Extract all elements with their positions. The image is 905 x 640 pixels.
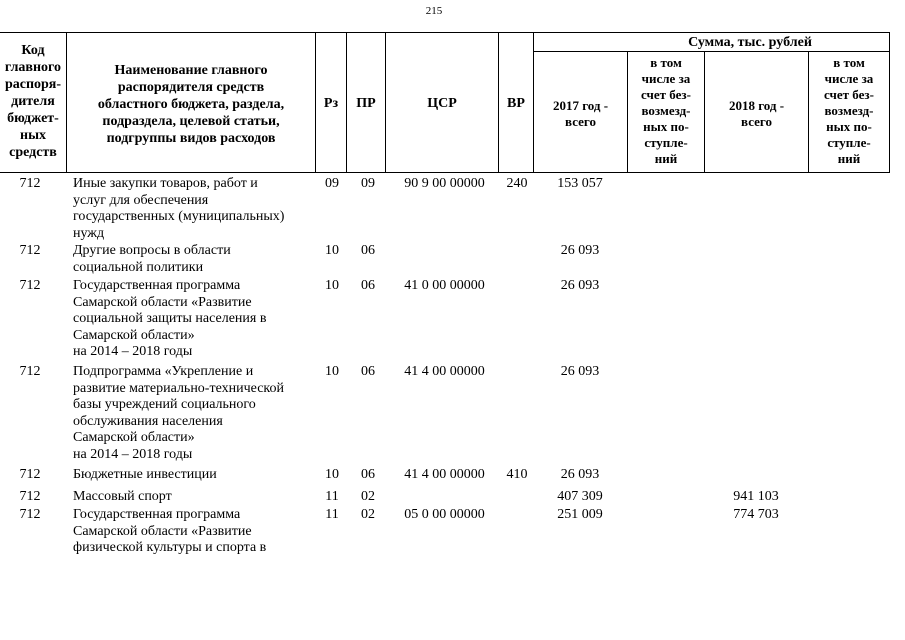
page-number: 215	[425, 5, 443, 17]
table-row-pr: 06	[361, 364, 375, 379]
header-name: Наименование главного распорядителя средств областного бюджета, раздела, подраздела, целевой статьи, подгруппы видов расходов	[97, 63, 285, 146]
table-row-pr: 06	[361, 243, 375, 258]
table-row-csr: 41 4 00 00000	[404, 364, 485, 379]
table-row-csr: 41 0 00 00000	[404, 278, 485, 293]
header-pr: ПР	[356, 96, 376, 111]
header-2018-incl: в том числе за счет без- возмезд- ных по- ступле- ний	[824, 55, 874, 166]
table-row-rz: 10	[325, 243, 339, 258]
table-row-csr: 41 4 00 00000	[404, 467, 485, 482]
header-rz: Рз	[323, 96, 339, 111]
table-row-kod: 712	[19, 364, 41, 379]
table-row-pr: 09	[361, 176, 375, 191]
table-row-sum-2017: 26 093	[560, 243, 600, 258]
table-row-sum-2017: 26 093	[560, 278, 600, 293]
col-divider	[66, 32, 67, 173]
table-row-pr: 06	[361, 278, 375, 293]
table-row-name: Иные закупки товаров, работ и услуг для обеспечения государственных (муниципальных) нужд	[73, 176, 285, 241]
col-divider	[889, 32, 890, 173]
table-row-sum-2017: 26 093	[560, 364, 600, 379]
table-row-rz: 11	[325, 507, 339, 522]
table-row-rz: 10	[325, 278, 339, 293]
table-row-rz: 10	[325, 364, 339, 379]
table-row-pr: 02	[361, 489, 375, 504]
table-row-vr: 240	[506, 176, 528, 191]
table-row-rz: 09	[325, 176, 339, 191]
table-row-name: Другие вопросы в области социальной политики	[73, 243, 231, 275]
table-row-pr: 02	[361, 507, 375, 522]
table-row-sum-2017: 407 309	[557, 489, 603, 504]
header-2018: 2018 год - всего	[728, 98, 785, 129]
table-row-sum-2017: 251 009	[557, 507, 603, 522]
table-row-csr: 90 9 00 00000	[404, 176, 485, 191]
header-vr: ВР	[507, 96, 525, 111]
header-top-line	[0, 32, 890, 33]
table-row-kod: 712	[19, 489, 41, 504]
table-row-kod: 712	[19, 467, 41, 482]
table-row-sum-2018: 774 703	[733, 507, 779, 522]
summa-divider-line	[534, 51, 890, 52]
table-row-sum-2018: 941 103	[733, 489, 779, 504]
table-row-name: Бюджетные инвестиции	[73, 467, 217, 482]
table-row-name: Государственная программа Самарской области «Развитие социальной защиты населения в Самарской области» на 2014 – 2018 годы	[73, 278, 267, 359]
table-row-rz: 10	[325, 467, 339, 482]
header-kod: Код главного распоря- дителя бюджет- ных средств	[4, 43, 62, 160]
table-row-csr: 05 0 00 00000	[404, 507, 485, 522]
table-row-kod: 712	[19, 507, 41, 522]
table-row-name: Государственная программа Самарской области «Развитие физической культуры и спорта в	[73, 507, 267, 555]
table-row-name: Массовый спорт	[73, 489, 172, 504]
header-csr: ЦСР	[427, 96, 457, 111]
table-row-kod: 712	[19, 176, 41, 191]
table-row-kod: 712	[19, 243, 41, 258]
table-row-sum-2017: 153 057	[557, 176, 603, 191]
header-2017-incl: в том числе за счет без- возмезд- ных по- ступле- ний	[641, 55, 691, 166]
header-summa: Сумма, тыс. рублей	[688, 35, 812, 50]
table-row-vr: 410	[506, 467, 528, 482]
table-row-pr: 06	[361, 467, 375, 482]
table-row-sum-2017: 26 093	[560, 467, 600, 482]
header-2017: 2017 год - всего	[552, 98, 609, 129]
table-row-rz: 11	[325, 489, 339, 504]
table-row-kod: 712	[19, 278, 41, 293]
table-row-name: Подпрограмма «Укрепление и развитие материально-технической базы учреждений социального обслуживания населения Самарской области» на 2014 – 2018 годы	[73, 364, 285, 462]
header-bottom-line	[0, 172, 890, 173]
